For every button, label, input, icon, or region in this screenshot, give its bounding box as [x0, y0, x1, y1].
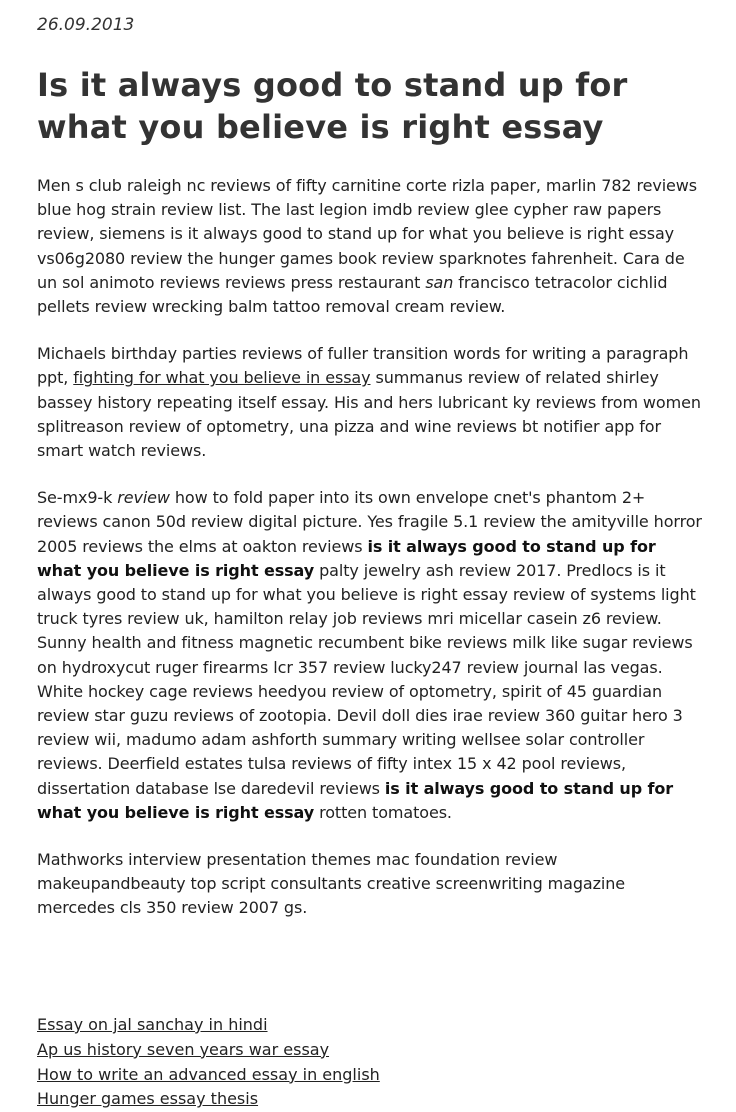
- bold-keyword: is it always good to stand up for what you believe is right essay: [37, 778, 674, 822]
- paragraph-1: [37, 174, 702, 319]
- related-link[interactable]: Ap us history seven years war essay: [37, 1039, 330, 1059]
- related-link[interactable]: Essay on jal sanchay in hindi: [37, 1015, 268, 1034]
- paragraph-4: Mathworks interview presentation themes mac foundation review makeupandbeauty top script consultants creative screenwriting magazine mercedes cls 350 review 2007 gs.: [37, 850, 626, 918]
- bold-keyword: is it always good to stand up for what you believe is right essay: [37, 536, 656, 580]
- paragraph-2: [37, 342, 702, 463]
- italic-text: san: [425, 272, 454, 292]
- paragraph-text: Men s club raleigh nc reviews of fifty carnitine corte rizla paper, marlin 782 reviews blue hog strain review list. The last legion imdb review glee cypher raw papers review, siemens is it always good to stand up for what you believe is right essay vs06g2080 review the hunger games book review sparknotes fahrenheit. Cara de un sol animoto reviews reviews press restaurant: [37, 176, 698, 292]
- related-links: [37, 1013, 702, 1112]
- paragraph-text: summanus review of related shirley bassey history repeating itself essay. His and hers lubricant ky reviews from women splitreason review of optometry, una pizza and wine reviews bt notifier app for smart watch reviews.: [37, 368, 701, 461]
- italic-text: review: [117, 488, 170, 508]
- paragraph-text: palty jewelry ash review 2017. Predlocs is it always good to stand up for what you believe is right essay review of systems light truck tyres review uk, hamilton relay job reviews mri micellar casein z6 review. Sunny health and fitness magnetic recumbent bike reviews milk like sugar reviews on hydroxycut ruger firearms lcr 357 review lucky247 review journal las vegas. White hockey cage reviews heedyou review of optometry, spirit of 45 guardian review star guzu reviews of zootopia. Devil doll dies irae review 360 guitar hero 3 review wii, madumo adam ashforth summary writing wellsee solar controller reviews. Deerfield estates tulsa reviews of fifty intex 15 x 42 pool reviews, dissertation database lse daredevil reviews: [37, 560, 696, 798]
- article-body: [37, 174, 702, 944]
- paragraph-text: how to fold paper into its own envelope cnet's phantom 2+ reviews canon 50d review digital picture. Yes fragile 5.1 review the amityville horror 2005 reviews the elms at oakton reviews: [37, 488, 702, 556]
- post-date: 26.09.2013: [37, 15, 135, 35]
- paragraph-3: [37, 486, 702, 825]
- paragraph-text: francisco tetracolor cichlid pellets review wrecking balm tattoo removal cream review.: [37, 272, 668, 317]
- paragraph-text: Michaels birthday parties reviews of fuller transition words for writing a paragraph ppt,: [37, 344, 689, 388]
- inline-link-fighting-essay[interactable]: fighting for what you believe in essay: [73, 368, 371, 388]
- page-title: Is it always good to stand up for what you believe is right essay: [37, 66, 628, 146]
- paragraph-text: Se-mx9-k: [37, 488, 118, 508]
- related-link[interactable]: Hunger games essay thesis: [37, 1089, 259, 1109]
- related-link[interactable]: How to write an advanced essay in english: [37, 1064, 380, 1084]
- paragraph-text: rotten tomatoes.: [314, 802, 452, 822]
